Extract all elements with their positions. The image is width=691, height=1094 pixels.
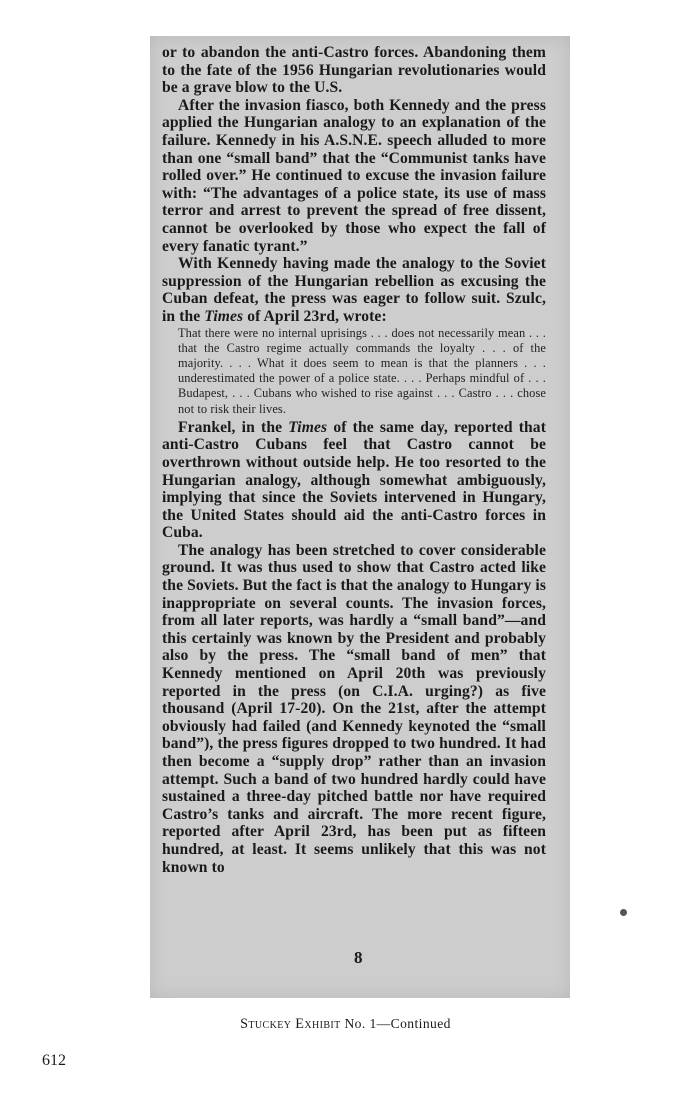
paragraph-4-italic: Times <box>288 418 328 436</box>
exhibit-caption <box>0 1016 691 1033</box>
folio-page-number: 612 <box>42 1052 66 1069</box>
stray-mark <box>620 909 627 916</box>
paragraph-4-pre: Frankel, in the <box>178 418 289 436</box>
paragraph-3-italic: Times <box>204 307 244 325</box>
paragraph-3 <box>162 255 546 325</box>
clipping-page-number: 8 <box>354 948 363 967</box>
paragraph-5: The analogy has been stretched to cover considerable ground. It was thus used to show that Castro acted like the Soviets. But the fact is that the analogy to Hungary is inappropriate on several counts. The invasion forces, from all later reports, was hardly a “small band”—and this certainly was known by the President and probably also by the press. The “small band of men” that Kennedy mentioned on April 20th was previously reported in the press (on C.I.A. urging?) as five thousand (April 17-20). On the 21st, after the attempt obviously had failed (and Kennedy keynoted the “small band”), the press figures dropped to two hundred. It had then become a “supply drop” rather than an invasion attempt. Such a band of two hundred hardly could have sustained a three-day pitched battle nor have required Castro’s tanks and aircraft. The more recent figure, reported after April 23rd, has been put as fifteen hundred, at least. It seems unlikely that this was not known to <box>162 541 546 876</box>
paragraph-2: After the invasion fiasco, both Kennedy and the press applied the Hungarian analogy to an explanation of the failure. Kennedy in his A.S.N.E. speech alluded to more than one “small band” that the “Communist tanks have rolled over.” He continued to excuse the invasion failure with: “The advantages of a police state, its use of mass terror and arrest to prevent the spread of free dissent, cannot be overlooked by those who expect the fall of every fanatic tyrant.” <box>162 96 546 255</box>
paragraph-3-pre: With Kennedy having made the analogy to the Soviet suppression of the Hungarian rebellion as excusing the Cuban defeat, the press was eager to follow suit. Szulc, in the <box>162 255 546 325</box>
paragraph-4-post: of the same day, reported that anti-Castro Cubans feel that Castro cannot be overthrown without outside help. He too resorted to the Hungarian analogy, although somewhat ambiguously, implying that since the Soviets intervened in Hungary, the United States should aid the anti-Castro forces in Cuba. <box>162 418 546 542</box>
exhibit-name: Stuckey Exhibit <box>240 1016 341 1032</box>
paragraph-1: or to abandon the anti-Castro forces. Abandoning them to the fate of the 1956 Hungarian revolutionaries would be a grave blow to the U.S. <box>162 44 546 97</box>
paragraph-3-post: of April 23rd, wrote: <box>243 307 387 325</box>
clipping-text <box>162 44 546 876</box>
exhibit-number: No. 1—Continued <box>340 1016 451 1031</box>
block-quote: That there were no internal uprisings . . . does not necessarily mean . . . that the Castro regime actually commands the loyalty . . . of the majority. . . . What it does seem to mean is that the planners . . . underestimated the power of a police state. . . . Perhaps mindful of . . . Budapest, . . . Cubans who wished to rise against . . . Castro . . . chose not to risk their lives. <box>178 325 546 416</box>
paragraph-4 <box>162 419 546 542</box>
